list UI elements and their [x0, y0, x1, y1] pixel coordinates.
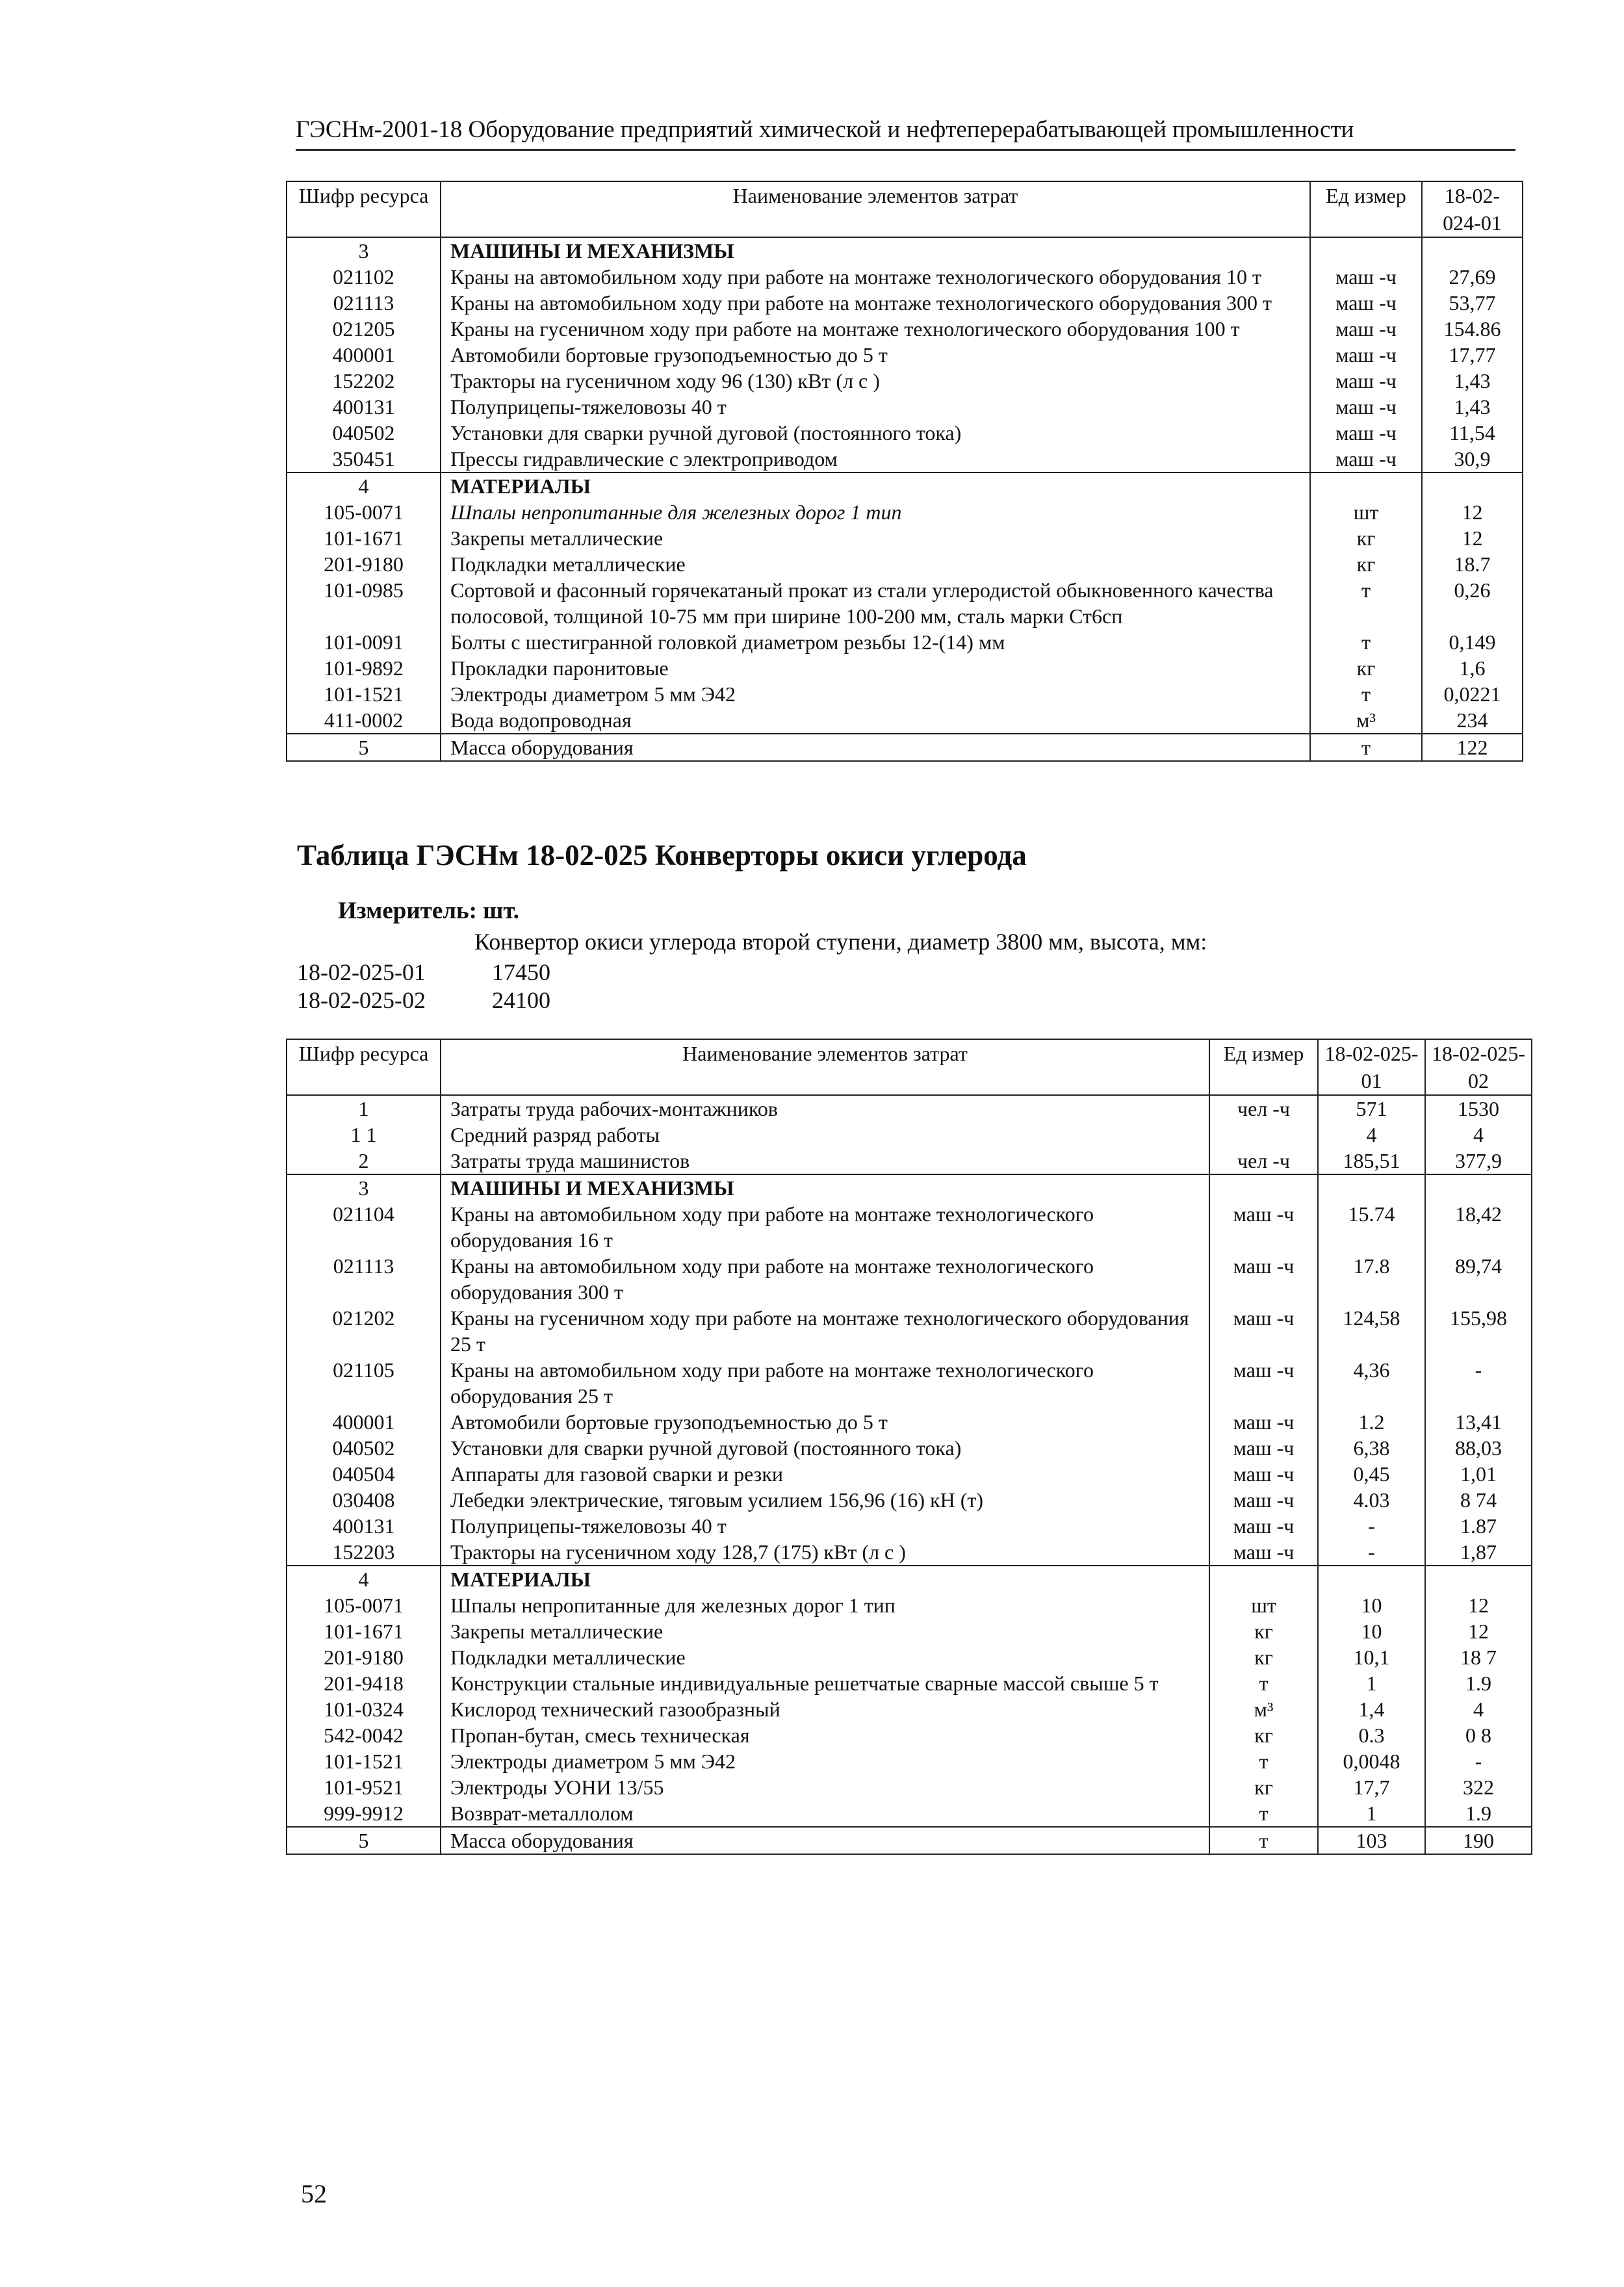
unit-of-measure [1310, 237, 1422, 264]
resource-name: Возврат-металлолом [441, 1800, 1209, 1827]
table-row [287, 681, 1523, 707]
resource-code: 101-9521 [287, 1774, 441, 1800]
unit-of-measure: маш -ч [1209, 1461, 1318, 1487]
table-row [287, 446, 1523, 472]
resource-code: 201-9418 [287, 1670, 441, 1696]
resource-name: Пропан-бутан, смесь техническая [441, 1722, 1209, 1748]
norm-value [1422, 472, 1523, 499]
norm-value: 6,38 [1318, 1435, 1425, 1461]
resource-code: 040504 [287, 1461, 441, 1487]
column-header: Шифр ресурса [287, 181, 441, 237]
table-row [287, 1539, 1532, 1566]
norm-value: - [1318, 1513, 1425, 1539]
unit-of-measure: т [1310, 681, 1422, 707]
unit-of-measure: чел -ч [1209, 1148, 1318, 1174]
resource-name: Тракторы на гусеничном ходу 96 (130) кВт (л с ) [441, 368, 1310, 394]
unit-of-measure: кг [1310, 525, 1422, 551]
column-header: Ед измер [1310, 181, 1422, 237]
table-row [287, 1513, 1532, 1539]
norm-value: 124,58 [1318, 1305, 1425, 1357]
section-row [287, 734, 1523, 761]
table-row [287, 1722, 1532, 1748]
norm-value: 12 [1422, 499, 1523, 525]
resource-name: Болты с шестигранной головкой диаметром резьбы 12-(14) мм [441, 629, 1310, 655]
resource-code: 021105 [287, 1357, 441, 1409]
unit-of-measure: маш -ч [1209, 1539, 1318, 1566]
resource-name: Краны на автомобильном ходу при работе на монтаже технологического оборудования 16 т [441, 1201, 1209, 1253]
unit-of-measure: т [1310, 629, 1422, 655]
norm-value: 0.3 [1318, 1722, 1425, 1748]
table-row [287, 420, 1523, 446]
norm-value: 12 [1422, 525, 1523, 551]
norm-value: 17,7 [1318, 1774, 1425, 1800]
table-title: Таблица ГЭСНм 18-02-025 Конверторы окиси углерода [297, 839, 1027, 872]
resource-name: Прокладки паронитовые [441, 655, 1310, 681]
unit-of-measure: маш -ч [1310, 290, 1422, 316]
norm-value: 4 [1425, 1696, 1532, 1722]
resource-code: 040502 [287, 1435, 441, 1461]
column-header: 18-02-025-01 [1318, 1039, 1425, 1095]
resource-code: 105-0071 [287, 499, 441, 525]
resource-code: 3 [287, 1174, 441, 1201]
table-row [287, 1774, 1532, 1800]
variant-code: 18-02-025-02 [297, 987, 426, 1013]
resource-code: 3 [287, 237, 441, 264]
norm-value: 0,149 [1422, 629, 1523, 655]
unit-of-measure: маш -ч [1209, 1487, 1318, 1513]
table-row [287, 1435, 1532, 1461]
resource-name: МАШИНЫ И МЕХАНИЗМЫ [441, 1174, 1209, 1201]
norm-value: 4 [1425, 1122, 1532, 1148]
variant-code: 18-02-025-01 [297, 959, 426, 985]
table-header-row [287, 1039, 1532, 1095]
norm-value: 0,0048 [1318, 1748, 1425, 1774]
resource-code: 152202 [287, 368, 441, 394]
unit-of-measure: т [1310, 734, 1422, 761]
resource-name: МАШИНЫ И МЕХАНИЗМЫ [441, 237, 1310, 264]
norm-value: 1.9 [1425, 1800, 1532, 1827]
column-header: 18-02-025-02 [1425, 1039, 1532, 1095]
norm-value: 1.9 [1425, 1670, 1532, 1696]
table-row [287, 342, 1523, 368]
table-row [287, 1357, 1532, 1409]
resource-name: Подкладки металлические [441, 551, 1310, 577]
table-row [287, 1253, 1532, 1305]
resource-name: Краны на гусеничном ходу при работе на монтаже технологического оборудования 25 т [441, 1305, 1209, 1357]
norm-value [1422, 237, 1523, 264]
resource-code: 1 [287, 1095, 441, 1122]
unit-of-measure [1310, 472, 1422, 499]
resource-name: Установки для сварки ручной дуговой (постоянного тока) [441, 1435, 1209, 1461]
norm-value: 1,43 [1422, 394, 1523, 420]
resource-name: Лебедки электрические, тяговым усилием 156,96 (16) кН (т) [441, 1487, 1209, 1513]
resource-name: Затраты труда рабочих-монтажников [441, 1095, 1209, 1122]
table-row [287, 394, 1523, 420]
norm-value: 12 [1425, 1618, 1532, 1644]
unit-of-measure: маш -ч [1209, 1357, 1318, 1409]
resource-name: Закрепы металлические [441, 1618, 1209, 1644]
resource-name: Вода водопроводная [441, 707, 1310, 734]
norm-value: 185,51 [1318, 1148, 1425, 1174]
resource-name: Подкладки металлические [441, 1644, 1209, 1670]
norm-value: 53,77 [1422, 290, 1523, 316]
table-row [287, 290, 1523, 316]
norm-value: 4.03 [1318, 1487, 1425, 1513]
resource-name: Автомобили бортовые грузоподъемностью до 5 т [441, 342, 1310, 368]
unit-of-measure: т [1209, 1827, 1318, 1854]
table-row [287, 1409, 1532, 1435]
norm-value: 11,54 [1422, 420, 1523, 446]
norm-value: 4,36 [1318, 1357, 1425, 1409]
unit-of-measure: маш -ч [1209, 1513, 1318, 1539]
resource-name: Масса оборудования [441, 734, 1310, 761]
resource-code: 411-0002 [287, 707, 441, 734]
unit-of-measure: кг [1209, 1722, 1318, 1748]
norm-value: 103 [1318, 1827, 1425, 1854]
table-row [287, 264, 1523, 290]
running-header: ГЭСНм-2001-18 Оборудование предприятий химической и нефтеперерабатывающей промышленности [296, 116, 1515, 151]
unit-of-measure: кг [1209, 1774, 1318, 1800]
resource-name: Закрепы металлические [441, 525, 1310, 551]
resource-code: 4 [287, 472, 441, 499]
resource-name: Автомобили бортовые грузоподъемностью до 5 т [441, 1409, 1209, 1435]
unit-of-measure: чел -ч [1209, 1095, 1318, 1122]
norm-value [1318, 1174, 1425, 1201]
resource-code: 021113 [287, 290, 441, 316]
resource-table-18-02-025 [286, 1039, 1532, 1855]
norm-value: 122 [1422, 734, 1523, 761]
table-row [287, 577, 1523, 629]
norm-value: 1.2 [1318, 1409, 1425, 1435]
resource-code: 542-0042 [287, 1722, 441, 1748]
unit-of-measure: шт [1209, 1592, 1318, 1618]
table-row [287, 1487, 1532, 1513]
norm-value: 10,1 [1318, 1644, 1425, 1670]
resource-name: Масса оборудования [441, 1827, 1209, 1854]
column-header: Наименование элементов затрат [441, 1039, 1209, 1095]
column-header: Наименование элементов затрат [441, 181, 1310, 237]
variant-row [297, 959, 550, 986]
norm-value: 18,42 [1425, 1201, 1532, 1253]
norm-value: 154.86 [1422, 316, 1523, 342]
unit-of-measure: т [1209, 1800, 1318, 1827]
resource-name: МАТЕРИАЛЫ [441, 472, 1310, 499]
column-header: 18-02-024-01 [1422, 181, 1523, 237]
norm-value: 88,03 [1425, 1435, 1532, 1461]
norm-value: 8 74 [1425, 1487, 1532, 1513]
norm-value: 13,41 [1425, 1409, 1532, 1435]
unit-of-measure [1209, 1174, 1318, 1201]
unit-of-measure: кг [1209, 1618, 1318, 1644]
norm-value: 190 [1425, 1827, 1532, 1854]
unit-of-measure: маш -ч [1209, 1201, 1318, 1253]
resource-table-18-02-024 [286, 181, 1523, 762]
norm-value: 0,26 [1422, 577, 1523, 629]
variant-value: 17450 [492, 959, 550, 985]
norm-value: 1,01 [1425, 1461, 1532, 1487]
resource-code: 101-1671 [287, 525, 441, 551]
resource-code: 2 [287, 1148, 441, 1174]
resource-code: 030408 [287, 1487, 441, 1513]
resource-name: Шпалы непропитанные для железных дорог 1 тип [441, 1592, 1209, 1618]
table-row [287, 1201, 1532, 1253]
resource-code: 021205 [287, 316, 441, 342]
resource-code: 101-0985 [287, 577, 441, 629]
unit-of-measure: м³ [1209, 1696, 1318, 1722]
section-row [287, 1095, 1532, 1122]
table-row [287, 1592, 1532, 1618]
norm-value: 27,69 [1422, 264, 1523, 290]
resource-code: 4 [287, 1566, 441, 1592]
resource-name: Краны на автомобильном ходу при работе на монтаже технологического оборудования 300 т [441, 1253, 1209, 1305]
norm-value: - [1425, 1357, 1532, 1409]
norm-value: 10 [1318, 1592, 1425, 1618]
table-row [287, 499, 1523, 525]
resource-name: Краны на автомобильном ходу при работе на монтаже технологического оборудования 300 т [441, 290, 1310, 316]
norm-value: 1 [1318, 1800, 1425, 1827]
norm-value: 322 [1425, 1774, 1532, 1800]
unit-of-measure: маш -ч [1209, 1253, 1318, 1305]
resource-code: 350451 [287, 446, 441, 472]
norm-value: 0,45 [1318, 1461, 1425, 1487]
resource-code: 105-0071 [287, 1592, 441, 1618]
section-row [287, 1827, 1532, 1854]
table-row [287, 316, 1523, 342]
unit-of-measure: маш -ч [1310, 394, 1422, 420]
norm-value: - [1425, 1748, 1532, 1774]
resource-code: 201-9180 [287, 1644, 441, 1670]
resource-name: Затраты труда машинистов [441, 1148, 1209, 1174]
table-row [287, 1670, 1532, 1696]
resource-code: 021104 [287, 1201, 441, 1253]
table-row [287, 1305, 1532, 1357]
resource-name: Тракторы на гусеничном ходу 128,7 (175) кВт (л с ) [441, 1539, 1209, 1566]
norm-value: 12 [1425, 1592, 1532, 1618]
norm-value: - [1318, 1539, 1425, 1566]
resource-name: Электроды УОНИ 13/55 [441, 1774, 1209, 1800]
unit-of-measure: шт [1310, 499, 1422, 525]
resource-code: 021102 [287, 264, 441, 290]
table-row [287, 1644, 1532, 1670]
norm-value: 377,9 [1425, 1148, 1532, 1174]
table-row [287, 551, 1523, 577]
resource-code: 040502 [287, 420, 441, 446]
unit-of-measure: маш -ч [1310, 368, 1422, 394]
norm-value [1425, 1174, 1532, 1201]
norm-value: 0 8 [1425, 1722, 1532, 1748]
table-row [287, 1618, 1532, 1644]
resource-code: 101-1671 [287, 1618, 441, 1644]
unit-of-measure: т [1209, 1748, 1318, 1774]
table-row [287, 1748, 1532, 1774]
norm-value: 1.87 [1425, 1513, 1532, 1539]
norm-value [1318, 1566, 1425, 1592]
norm-value: 1,87 [1425, 1539, 1532, 1566]
resource-name: Конструкции стальные индивидуальные решетчатые сварные массой свыше 5 т [441, 1670, 1209, 1696]
resource-name: Прессы гидравлические с электроприводом [441, 446, 1310, 472]
unit-of-measure: м³ [1310, 707, 1422, 734]
unit-of-measure: маш -ч [1310, 420, 1422, 446]
resource-code: 400001 [287, 1409, 441, 1435]
resource-name: Аппараты для газовой сварки и резки [441, 1461, 1209, 1487]
table-header-row [287, 181, 1523, 237]
table-row [287, 1148, 1532, 1174]
table-row [287, 525, 1523, 551]
norm-value [1425, 1566, 1532, 1592]
resource-name: Полуприцепы-тяжеловозы 40 т [441, 1513, 1209, 1539]
resource-code: 999-9912 [287, 1800, 441, 1827]
table-row [287, 655, 1523, 681]
column-header: Ед измер [1209, 1039, 1318, 1095]
norm-value: 18.7 [1422, 551, 1523, 577]
norm-value: 4 [1318, 1122, 1425, 1148]
unit-of-measure: маш -ч [1310, 446, 1422, 472]
resource-code: 101-0091 [287, 629, 441, 655]
resource-name: Электроды диаметром 5 мм Э42 [441, 1748, 1209, 1774]
table-row [287, 629, 1523, 655]
page-number: 52 [301, 2179, 327, 2208]
resource-code: 5 [287, 734, 441, 761]
resource-code: 021113 [287, 1253, 441, 1305]
resource-code: 101-1521 [287, 1748, 441, 1774]
norm-value: 15.74 [1318, 1201, 1425, 1253]
resource-name: Установки для сварки ручной дуговой (постоянного тока) [441, 420, 1310, 446]
norm-value: 155,98 [1425, 1305, 1532, 1357]
resource-name: МАТЕРИАЛЫ [441, 1566, 1209, 1592]
norm-value: 89,74 [1425, 1253, 1532, 1305]
resource-name: Электроды диаметром 5 мм Э42 [441, 681, 1310, 707]
unit-of-measure: маш -ч [1209, 1305, 1318, 1357]
section-row [287, 1174, 1532, 1201]
table-row [287, 1461, 1532, 1487]
measure-unit-label: Измеритель: шт. [338, 898, 520, 924]
norm-value: 1 [1318, 1670, 1425, 1696]
norm-value: 1,4 [1318, 1696, 1425, 1722]
norm-value: 1,6 [1422, 655, 1523, 681]
variant-value: 24100 [492, 987, 550, 1013]
item-description: Конвертор окиси углерода второй ступени, диаметр 3800 мм, высота, мм: [474, 929, 1207, 955]
norm-value: 10 [1318, 1618, 1425, 1644]
resource-name: Краны на гусеничном ходу при работе на монтаже технологического оборудования 100 т [441, 316, 1310, 342]
unit-of-measure: кг [1209, 1644, 1318, 1670]
unit-of-measure: маш -ч [1209, 1409, 1318, 1435]
table-row [287, 1800, 1532, 1827]
resource-name: Краны на автомобильном ходу при работе на монтаже технологического оборудования 25 т [441, 1357, 1209, 1409]
resource-code: 5 [287, 1827, 441, 1854]
table-row [287, 368, 1523, 394]
unit-of-measure [1209, 1122, 1318, 1148]
resource-code: 400001 [287, 342, 441, 368]
resource-name: Средний разряд работы [441, 1122, 1209, 1148]
unit-of-measure: т [1209, 1670, 1318, 1696]
norm-value: 0,0221 [1422, 681, 1523, 707]
resource-name: Сортовой и фасонный горячекатаный прокат из стали углеродистой обыкновенного качества полосовой, толщиной 10-75 мм при ширине 100-200 мм, сталь марки Ст6сп [441, 577, 1310, 629]
resource-name: Кислород технический газообразный [441, 1696, 1209, 1722]
unit-of-measure: маш -ч [1310, 342, 1422, 368]
unit-of-measure: т [1310, 577, 1422, 629]
unit-of-measure: маш -ч [1310, 316, 1422, 342]
resource-code: 152203 [287, 1539, 441, 1566]
unit-of-measure: маш -ч [1209, 1435, 1318, 1461]
resource-name: Полуприцепы-тяжеловозы 40 т [441, 394, 1310, 420]
unit-of-measure [1209, 1566, 1318, 1592]
table-row [287, 707, 1523, 734]
norm-value: 30,9 [1422, 446, 1523, 472]
section-row [287, 1566, 1532, 1592]
resource-code: 1 1 [287, 1122, 441, 1148]
resource-code: 021202 [287, 1305, 441, 1357]
column-header: Шифр ресурса [287, 1039, 441, 1095]
table-row [287, 1696, 1532, 1722]
section-row [287, 237, 1523, 264]
norm-value: 17.8 [1318, 1253, 1425, 1305]
resource-code: 201-9180 [287, 551, 441, 577]
resource-code: 101-9892 [287, 655, 441, 681]
norm-value: 234 [1422, 707, 1523, 734]
table-row [287, 1122, 1532, 1148]
resource-code: 400131 [287, 394, 441, 420]
resource-name: Шпалы непропитанные для железных дорог 1 тип [441, 499, 1310, 525]
resource-name: Краны на автомобильном ходу при работе на монтаже технологического оборудования 10 т [441, 264, 1310, 290]
norm-value: 1,43 [1422, 368, 1523, 394]
norm-value: 1530 [1425, 1095, 1532, 1122]
resource-code: 101-0324 [287, 1696, 441, 1722]
norm-value: 18 7 [1425, 1644, 1532, 1670]
unit-of-measure: маш -ч [1310, 264, 1422, 290]
section-row [287, 472, 1523, 499]
resource-code: 101-1521 [287, 681, 441, 707]
resource-code: 400131 [287, 1513, 441, 1539]
unit-of-measure: кг [1310, 551, 1422, 577]
unit-of-measure: кг [1310, 655, 1422, 681]
norm-value: 571 [1318, 1095, 1425, 1122]
variant-row [297, 987, 550, 1014]
norm-value: 17,77 [1422, 342, 1523, 368]
